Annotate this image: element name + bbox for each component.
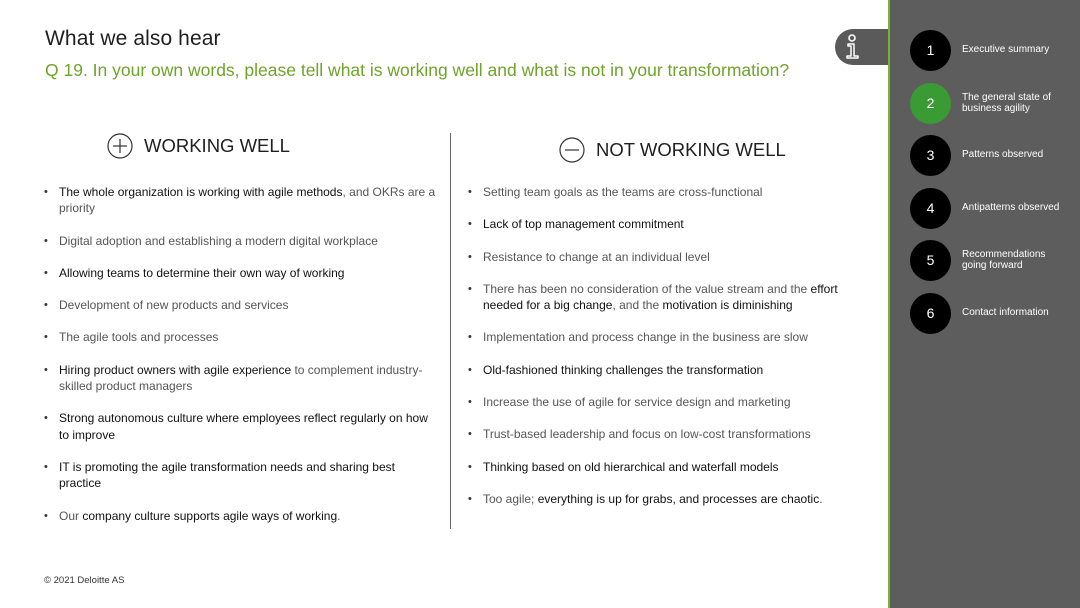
info-button[interactable]	[835, 29, 895, 65]
nav-number: 4	[910, 188, 951, 229]
nav-number-active: 2	[910, 83, 951, 124]
list-item: • IT is promoting the agile transformation needs and sharing best practice	[44, 459, 439, 492]
nav-number: 1	[910, 30, 951, 71]
nav-number: 3	[910, 135, 951, 176]
nav-item-antipatterns[interactable]	[910, 187, 1080, 229]
list-item: • Implementation and process change in the business are slow	[468, 329, 868, 345]
list-item: • Old-fashioned thinking challenges the transformation	[468, 362, 868, 378]
list-item: • Our company culture supports agile ways of working.	[44, 508, 439, 524]
list-item: • Increase the use of agile for service design and marketing	[468, 394, 868, 410]
list-item: • Thinking based on old hierarchical and waterfall models	[468, 459, 868, 475]
nav-item-patterns[interactable]	[910, 134, 1080, 176]
copyright: © 2021 Deloitte AS	[44, 575, 125, 586]
list-item: • Strong autonomous culture where employees reflect regularly on how to improve	[44, 410, 439, 443]
page-title: What we also hear	[45, 27, 221, 50]
nav-label: Executive summary	[962, 44, 1050, 56]
nav-label: Recommendations going forward	[962, 248, 1046, 271]
list-item: • There has been no consideration of the value stream and the effort needed for a big change, and the motivation is diminishing	[468, 281, 868, 314]
plus-circle-icon	[107, 133, 133, 159]
not-working-well-list	[468, 184, 868, 523]
list-item: • Setting team goals as the teams are cross-functional	[468, 184, 868, 200]
info-icon	[844, 34, 864, 60]
list-item: • Hiring product owners with agile experience to complement industry-skilled product managers	[44, 362, 439, 395]
nav-label: Contact information	[962, 307, 1049, 319]
nav-label: The general state of business agility	[962, 91, 1051, 114]
nav-label: Antipatterns observed	[962, 202, 1060, 214]
nav-label: Patterns observed	[962, 149, 1044, 161]
sidebar-nav	[890, 0, 1080, 608]
nav-item-executive-summary[interactable]	[910, 29, 1080, 71]
working-well-heading-text: WORKING WELL	[144, 135, 290, 156]
list-item: • Trust-based leadership and focus on low-cost transformations	[468, 426, 868, 442]
list-item: • Resistance to change at an individual level	[468, 249, 868, 265]
minus-circle-icon	[559, 137, 585, 163]
question-subtitle: Q 19. In your own words, please tell what is working well and what is not in your transformation?	[45, 60, 790, 80]
list-item: • Lack of top management commitment	[468, 216, 868, 232]
nav-number: 5	[910, 240, 951, 281]
not-working-well-heading-text: NOT WORKING WELL	[596, 139, 786, 160]
list-item: • Too agile; everything is up for grabs, and processes are chaotic.	[468, 491, 868, 507]
working-well-list	[44, 184, 439, 540]
working-well-heading	[107, 133, 290, 159]
nav-item-recommendations[interactable]	[910, 239, 1080, 281]
list-item: • Allowing teams to determine their own way of working	[44, 265, 439, 281]
list-item: • The whole organization is working with agile methods, and OKRs are a priority	[44, 184, 439, 217]
nav-number: 6	[910, 293, 951, 334]
list-item: • Development of new products and services	[44, 297, 439, 313]
not-working-well-heading	[559, 137, 786, 163]
nav-item-contact[interactable]	[910, 292, 1080, 334]
nav-item-general-state[interactable]	[910, 82, 1080, 124]
list-item: • Digital adoption and establishing a modern digital workplace	[44, 233, 439, 249]
list-item: • The agile tools and processes	[44, 329, 439, 345]
column-divider	[450, 133, 451, 529]
